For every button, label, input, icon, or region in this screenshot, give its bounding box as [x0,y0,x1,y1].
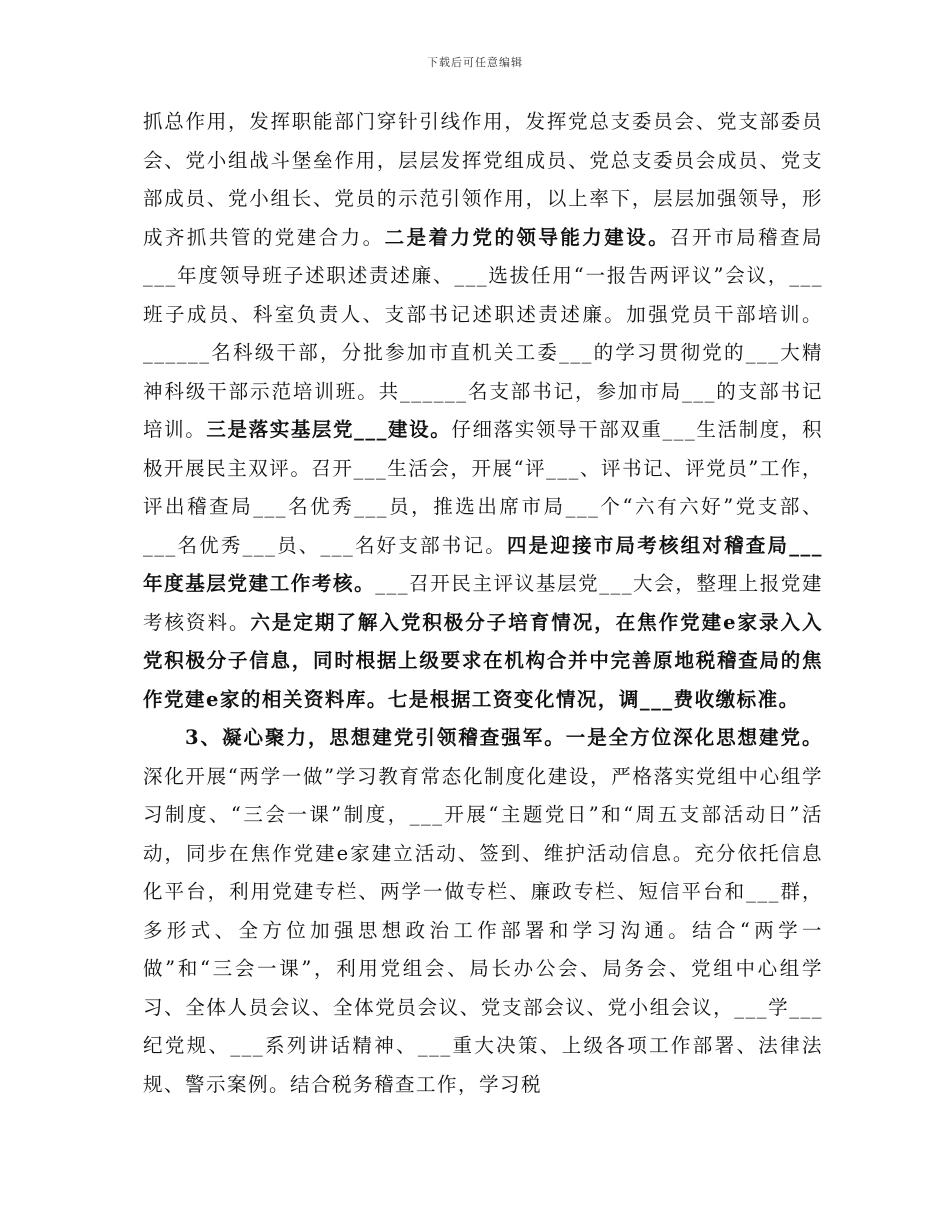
bold-heading: 六是定期了解入党积极分子培育情况，在焦作党建e家录入入党积极分子信息，同时根据上级要求在机构合并中完善原地税稽查局的焦作党建e家的相关资料库。七是根据工资变化情况，调___费收缴标准。 [143,610,823,711]
paragraph-ideological-building [143,719,823,1104]
paragraph-text: ___召开民主评议基层党___大会，整理上报党建考核资料。 [143,572,823,634]
bold-heading: 三是落实基层党___建设。 [206,418,452,441]
document-body [143,103,823,1104]
paragraph-text: 抓总作用，发挥职能部门穿针引线作用，发挥党总支委员会、党支部委员会、党小组战斗堡垒作用，层层发挥党组成员、党总支委员会成员、党支部成员、党小组长、党员的示范引领作用，以上率下，层层加强领导，形成齐抓共管的党建合力。 [143,110,823,249]
paragraph-text: 召开市局稽查局___年度领导班子述职述责述廉、___选拔任用“一报告两评议”会议，___班子成员、科室负责人、支部书记述职述责述廉。加强党员干部培训。______名科级干部，分批参加市直机关工委___的学习贯彻党的___大精神科级干部示范培训班。共______名支部书记，参加市局___的支部书记培训。 [143,225,823,441]
paragraph-party-building [143,103,823,719]
bold-heading: 四是迎接市局考核组对稽查局___年度基层党建工作考核。 [143,533,823,595]
bold-heading: 3、凝心聚力，思想建党引领稽查强军。一是全方位深化思想建党。 [185,726,823,749]
paragraph-text: 深化开展“两学一做”学习教育常态化制度化建设，严格落实党组中心组学习制度、“三会一课”制度，___开展“主题党日”和“周五支部活动日”活动，同步在焦作党建e家建立活动、签到、维护活动信息。充分依托信息化平台，利用党建专栏、两学一做专栏、廉政专栏、短信平台和___群，多形式、全方位加强思想政治工作部署和学习沟通。结合“两学一做”和“三会一课”，利用党组会、局长办公会、局务会、党组中心组学习、全体人员会议、全体党员会议、党支部会议、党小组会议，___学___纪党规、___系列讲话精神、___重大决策、上级各项工作部署、法律法规、警示案例。结合税务稽查工作，学习税 [143,764,823,1096]
bold-heading: 二是着力党的领导能力建设。 [384,225,671,249]
page-header: 下载后可任意编辑 [427,56,523,69]
paragraph-text: 仔细落实领导干部双重___生活制度，积极开展民主双评。召开___生活会，开展“评___、评书记、评党员”工作，评出稽查局___名优秀___员，推选出席市局___个“六有六好”党支部、___名优秀___员、___名好支部书记。 [143,418,823,557]
